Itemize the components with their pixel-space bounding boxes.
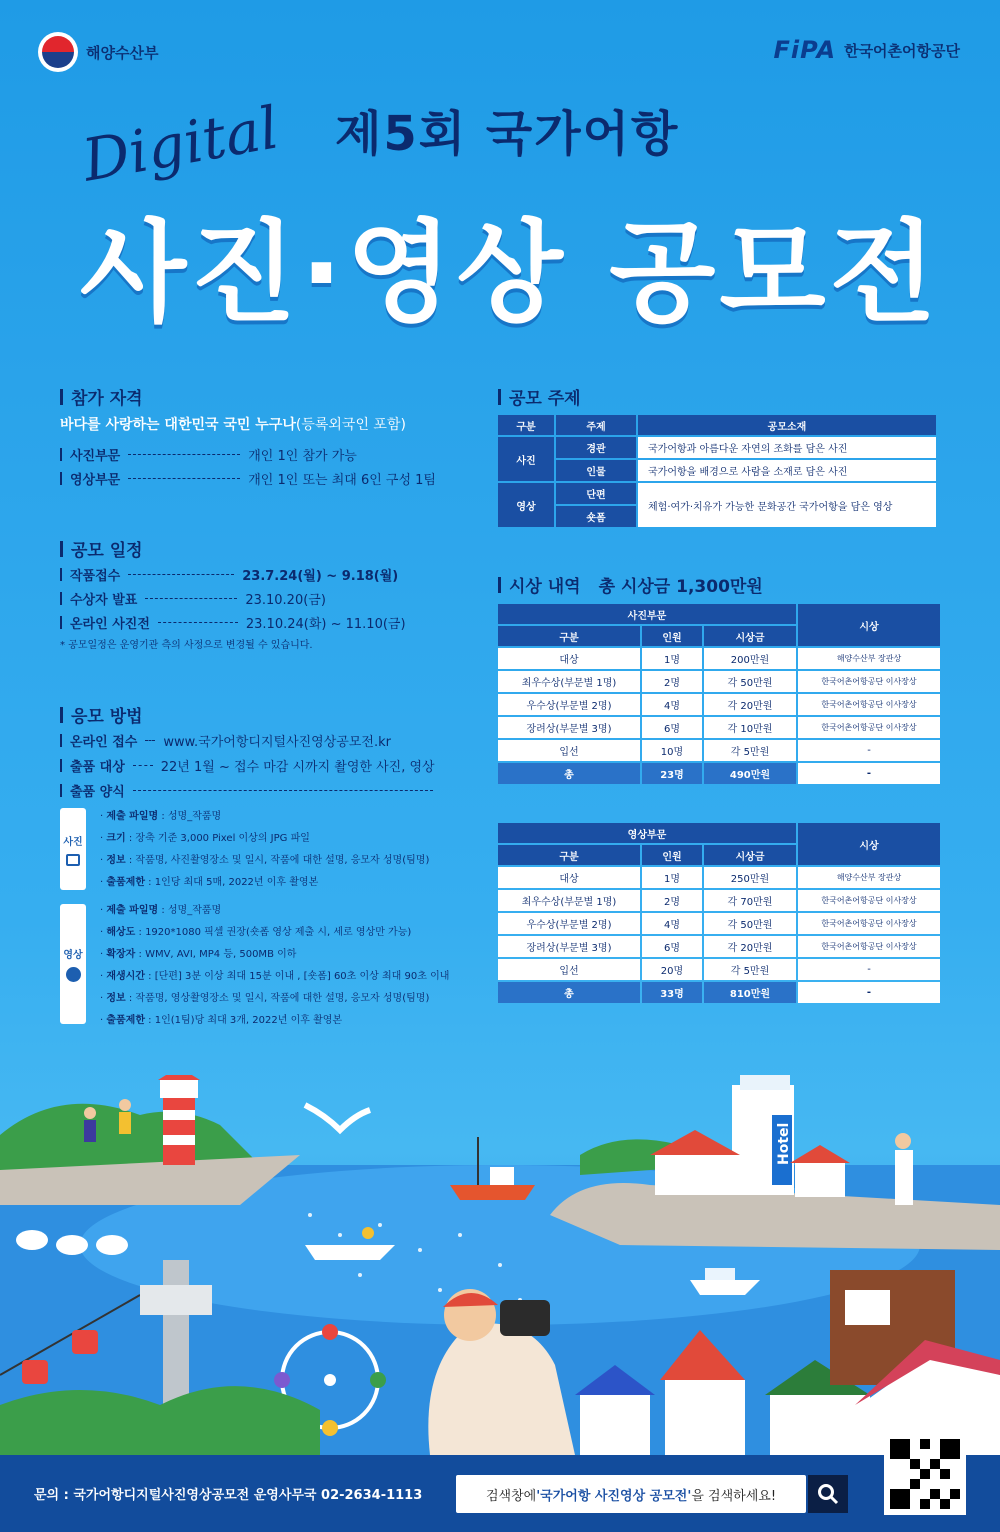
- photo-format-list: [100, 806, 429, 894]
- table-row: 구분 인원 시상금: [498, 626, 940, 646]
- video-format-item: · 제출 파일명 : 성명_작품명: [100, 905, 222, 916]
- table-row: 총 33명 810만원 -: [498, 982, 940, 1003]
- eligibility-rows: [60, 442, 440, 490]
- table-row: 우수상(부문별 2명) 4명 각 20만원 한국어촌어항공단 이사장상: [498, 694, 940, 715]
- table-row: 대상 1명 250만원 해양수산부 장관상: [498, 867, 940, 888]
- eligibility-row-photo: 사진부문 개인 1인 참가 가능: [60, 442, 440, 466]
- video-format-item: · 재생시간 : [단편] 3분 이상 최대 15분 이내 , [숏폼] 60초 이상 최대 90초 이내: [100, 971, 450, 982]
- seagull: [305, 1105, 370, 1130]
- photo-prize-table: [496, 602, 942, 786]
- method-rows: [60, 728, 440, 803]
- lighthouse: [158, 1075, 200, 1165]
- table-row: 최우수상(부문별 1명) 2명 각 50만원 한국어촌어항공단 이사장상: [498, 671, 940, 692]
- table-row: 우수상(부문별 2명) 4명 각 50만원 한국어촌어항공단 이사장상: [498, 913, 940, 934]
- theme-table-header: 구분 주제 공모소재: [498, 415, 936, 435]
- theme-table: [496, 413, 938, 529]
- video-format-item: · 해상도 : 1920*1080 픽셀 권장(숏폼 영상 제출 시, 세로 영상만 가능): [100, 927, 412, 938]
- search-keyword: '국가어항 사진영상 공모전': [536, 1488, 692, 1504]
- schedule-row-submit: 작품접수 23.7.24(월) ~ 9.18(월): [60, 562, 460, 586]
- ministry-name: 해양수산부: [86, 43, 159, 62]
- table-row: 총 23명 490만원 -: [498, 763, 940, 784]
- agency-name: 한국어촌어항공단: [844, 41, 960, 60]
- video-format-badge: 영상: [60, 904, 86, 1024]
- table-row: 장려상(부문별 3명) 6명 각 10만원 한국어촌어항공단 이사장상: [498, 717, 940, 738]
- method-row-online: 온라인 접수 www.국가어항디지털사진영상공모전.kr: [60, 728, 440, 753]
- fipa-logo: FiPA: [773, 36, 837, 64]
- hotel-sign: Hotel: [776, 1122, 792, 1165]
- table-row: 영상부문 시상: [498, 823, 940, 843]
- contact-info: 문의 : 국가어항디지털사진영상공모전 운영사무국 02-2634-1113: [34, 1488, 423, 1503]
- title-digital: Digital: [77, 93, 284, 195]
- video-format-item: · 확장자 : WMV, AVI, MP4 등, 500MB 이하: [100, 949, 297, 960]
- method-row-format: 출품 양식: [60, 778, 440, 803]
- table-row: 입선 10명 각 5만원 -: [498, 740, 940, 761]
- play-icon: [66, 967, 81, 982]
- search-icon: [817, 1483, 839, 1505]
- eligibility-lead: 바다를 사랑하는 대한민국 국민 누구나(등록외국인 포함): [60, 417, 406, 433]
- table-row: 숏폼: [498, 506, 936, 527]
- qr-code[interactable]: [884, 1433, 966, 1515]
- video-format-list: [100, 900, 449, 1032]
- table-row: 인물 국가어항을 배경으로 사람을 소재로 담은 사진: [498, 460, 936, 481]
- online-url-link[interactable]: www.국가어항디지털사진영상공모전.kr: [163, 735, 391, 750]
- schedule-rows: [60, 562, 460, 651]
- ministry-logo: [38, 32, 158, 72]
- photo-format-item: · 제출 파일명 : 성명_작품명: [100, 811, 222, 822]
- table-row: 최우수상(부문별 1명) 2명 각 70만원 한국어촌어항공단 이사장상: [498, 890, 940, 911]
- schedule-note: * 공모일정은 운영기관 측의 사정으로 변경될 수 있습니다.: [60, 640, 313, 651]
- theme-heading: 공모 주제: [498, 384, 581, 409]
- schedule-row-exhibition: 온라인 사진전 23.10.24(화) ~ 11.10(금): [60, 610, 460, 634]
- method-heading: 응모 방법: [60, 702, 143, 727]
- table-row: 사진부문 시상: [498, 604, 940, 624]
- video-format-item: · 출품제한 : 1인(1팀)당 최대 3개, 2022년 이후 촬영본: [100, 1015, 343, 1026]
- photo-format-item: · 크기 : 장축 기준 3,000 Pixel 이상의 JPG 파일: [100, 833, 310, 844]
- video-format-item: · 정보 : 작품명, 영상촬영장소 및 일시, 작품에 대한 설명, 응모자 성명(팀명): [100, 993, 430, 1004]
- photographer-woman: [895, 1133, 913, 1205]
- table-row: 영상 단편 체험·여가·치유가 가능한 문화공간 국가어항을 담은 영상: [498, 483, 936, 504]
- image-icon: [66, 854, 80, 866]
- agency-logo: [773, 36, 960, 64]
- search-button[interactable]: [808, 1475, 848, 1513]
- schedule-heading: 공모 일정: [60, 536, 143, 561]
- qr-pattern-icon: [890, 1439, 960, 1509]
- method-row-target: 출품 대상 22년 1월 ~ 접수 마감 시까지 촬영한 사진, 영상: [60, 753, 440, 778]
- photo-format-item: · 출품제한 : 1인당 최대 5매, 2022년 이후 촬영본: [100, 877, 319, 888]
- eligibility-row-video: 영상부문 개인 1인 또는 최대 6인 구성 1팀: [60, 466, 440, 490]
- table-row: 장려상(부문별 3명) 6명 각 20만원 한국어촌어항공단 이사장상: [498, 936, 940, 957]
- photo-format-badge: 사진: [60, 808, 86, 890]
- table-row: 사진 경관 국가어항과 아름다운 자연의 조화를 담은 사진: [498, 437, 936, 458]
- video-prize-table: [496, 821, 942, 1005]
- photo-format-item: · 정보 : 작품명, 사진촬영장소 및 일시, 작품에 대한 설명, 응모자 성명(팀명): [100, 855, 430, 866]
- table-row: 입선 20명 각 5만원 -: [498, 959, 940, 980]
- taeguk-emblem-icon: [38, 32, 78, 72]
- harbor-illustration: [0, 1075, 1000, 1455]
- title-main: 사진·영상 공모전: [80, 209, 940, 337]
- table-row: 구분 인원 시상금: [498, 845, 940, 865]
- title-edition: 제5회 국가어항: [335, 106, 680, 162]
- prizes-heading: 시상 내역 총 시상금 1,300만원: [498, 572, 763, 597]
- table-row: 대상 1명 200만원 해양수산부 장관상: [498, 648, 940, 669]
- eligibility-heading: 참가 자격: [60, 384, 143, 409]
- schedule-row-announce: 수상자 발표 23.10.20(금): [60, 586, 460, 610]
- search-prompt-box[interactable]: 검색창에 '국가어항 사진영상 공모전' 을 검색하세요!: [456, 1475, 806, 1513]
